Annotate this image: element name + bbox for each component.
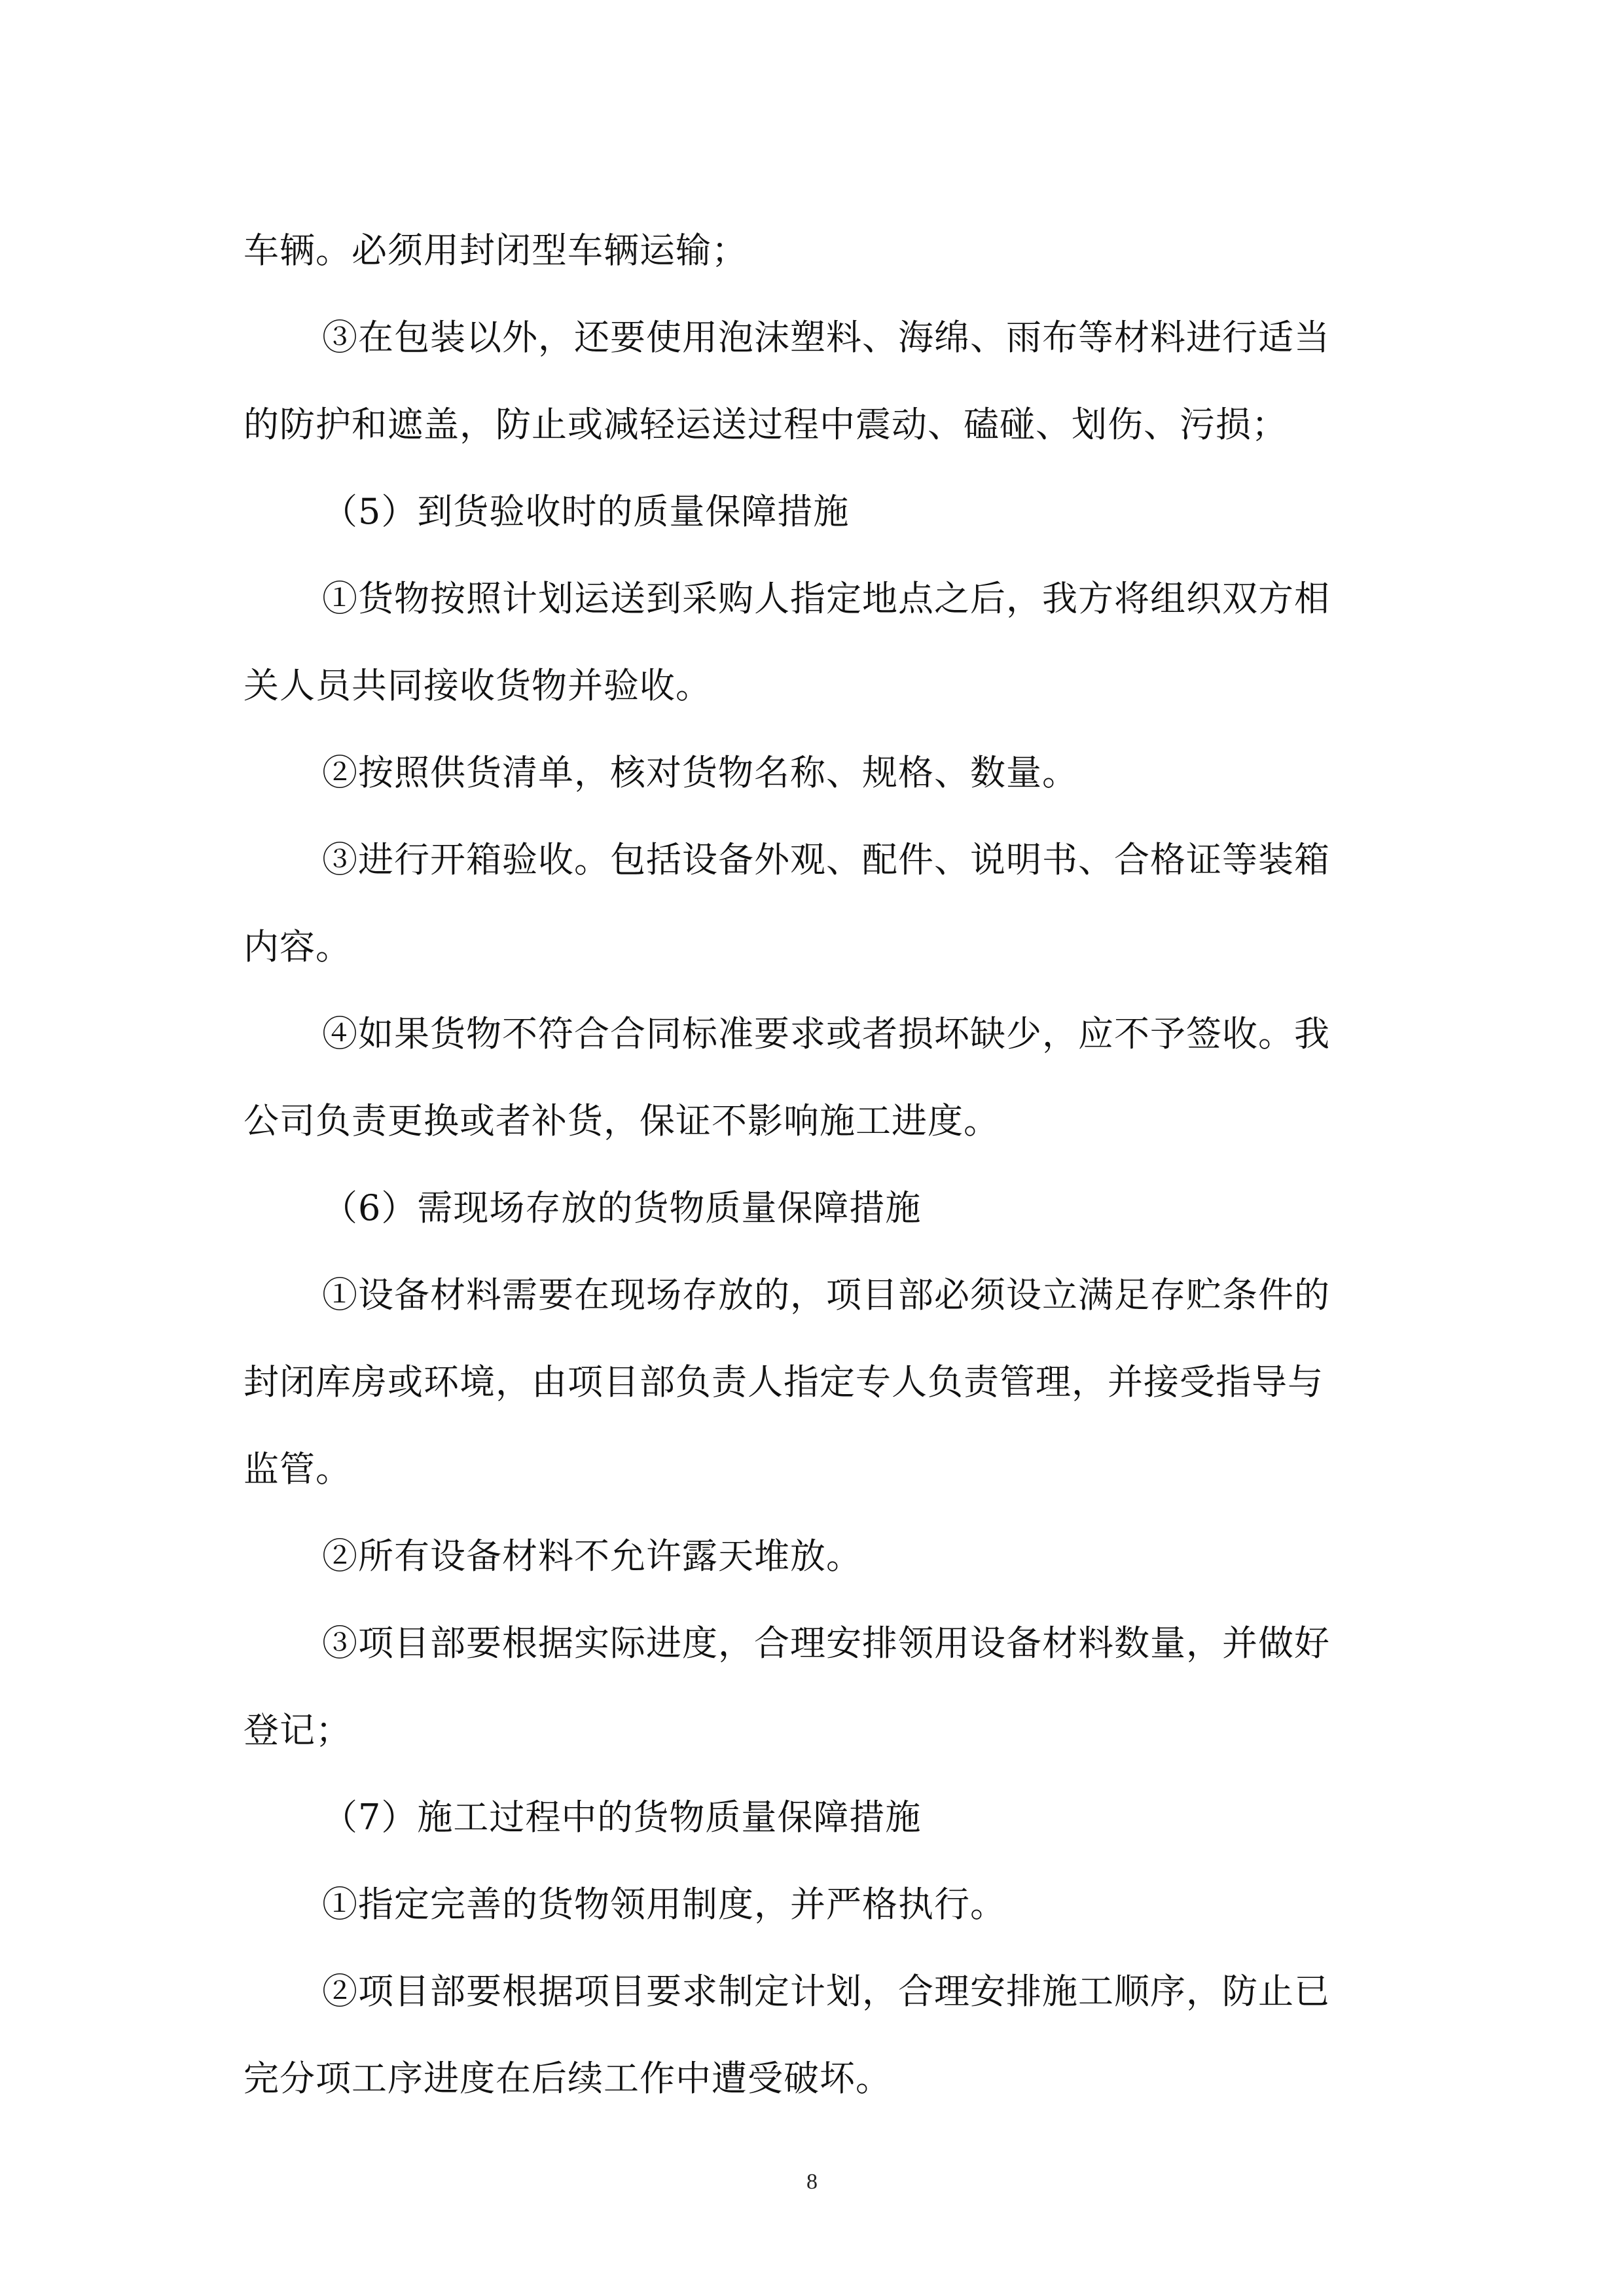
text-line: 的防护和遮盖，防止或减轻运送过程中震动、磕碰、划伤、污损； xyxy=(244,404,1288,445)
section-heading-6: （6）需现场存放的货物质量保障措施 xyxy=(322,1187,922,1229)
text-line: 内容。 xyxy=(244,926,352,967)
text-line: ②所有设备材料不允许露天堆放。 xyxy=(322,1535,862,1577)
text-line: ②项目部要根据项目要求制定计划，合理安排施工顺序，防止已 xyxy=(322,1971,1330,2012)
text-line: ④如果货物不符合合同标准要求或者损坏缺少，应不予签收。我 xyxy=(322,1013,1330,1054)
text-line: ②按照供货清单，核对货物名称、规格、数量。 xyxy=(322,752,1078,793)
body-text xyxy=(244,207,1382,2122)
text-line: 公司负责更换或者补货，保证不影响施工进度。 xyxy=(244,1100,1000,1141)
text-line: ③在包装以外，还要使用泡沫塑料、海绵、雨布等材料进行适当 xyxy=(322,317,1330,358)
text-line: ①货物按照计划运送到采购人指定地点之后，我方将组织双方相 xyxy=(322,578,1330,619)
section-heading-7: （7）施工过程中的货物质量保障措施 xyxy=(322,1797,922,1838)
text-line: 完分项工序进度在后续工作中遭受破坏。 xyxy=(244,2058,892,2099)
page-number: 8 xyxy=(806,2170,818,2194)
text-line: ③进行开箱验收。包括设备外观、配件、说明书、合格证等装箱 xyxy=(322,839,1330,880)
text-line: ③项目部要根据实际进度，合理安排领用设备材料数量，并做好 xyxy=(322,1623,1330,1664)
text-line: 关人员共同接收货物并验收。 xyxy=(244,665,712,706)
text-line: 车辆。必须用封闭型车辆运输； xyxy=(244,230,748,271)
text-line: ①设备材料需要在现场存放的，项目部必须设立满足存贮条件的 xyxy=(322,1274,1330,1316)
section-heading-5: （5）到货验收时的质量保障措施 xyxy=(322,491,850,532)
text-line: ①指定完善的货物领用制度，并严格执行。 xyxy=(322,1884,1006,1925)
text-line: 监管。 xyxy=(244,1448,352,1490)
text-line: 封闭库房或环境，由项目部负责人指定专人负责管理，并接受指导与 xyxy=(244,1361,1324,1403)
text-line: 登记； xyxy=(244,1710,352,1751)
